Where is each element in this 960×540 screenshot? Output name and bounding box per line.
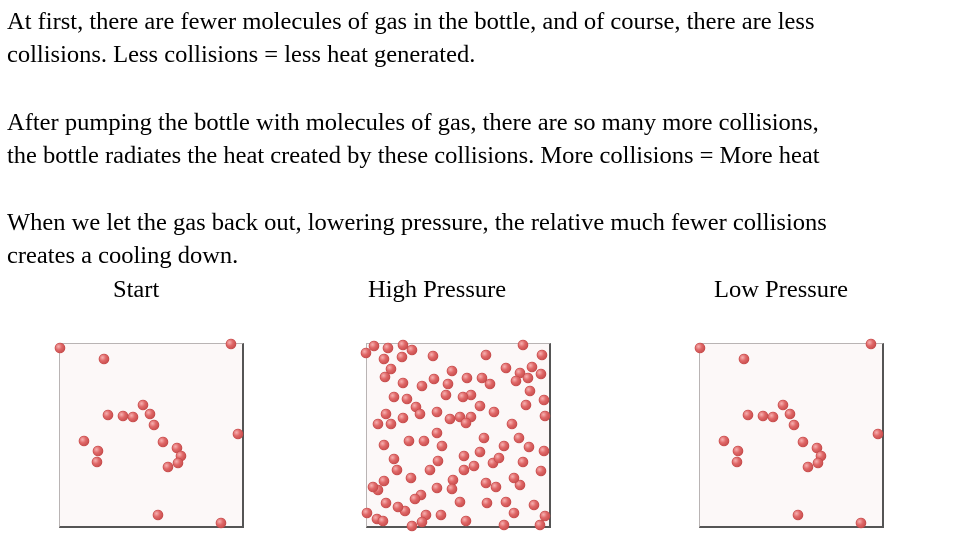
gas-molecule <box>436 510 446 520</box>
gas-molecule <box>873 429 883 439</box>
gas-molecule <box>481 350 491 360</box>
gas-molecule <box>695 343 705 353</box>
gas-molecule <box>163 462 173 472</box>
gas-molecule <box>459 465 469 475</box>
gas-molecule <box>397 352 407 362</box>
gas-molecule <box>525 386 535 396</box>
gas-molecule <box>389 454 399 464</box>
gas-molecule <box>415 409 425 419</box>
gas-molecule <box>103 410 113 420</box>
gas-molecule <box>369 341 379 351</box>
gas-molecule <box>509 508 519 518</box>
gas-molecule <box>511 376 521 386</box>
gas-molecule <box>173 458 183 468</box>
gas-molecule <box>485 379 495 389</box>
gas-molecule <box>461 418 471 428</box>
gas-molecule <box>501 363 511 373</box>
gas-molecule <box>733 446 743 456</box>
gas-molecule <box>128 412 138 422</box>
gas-molecule <box>459 451 469 461</box>
gas-molecule <box>494 453 504 463</box>
gas-molecule <box>793 510 803 520</box>
gas-molecule <box>393 502 403 512</box>
gas-molecule <box>378 516 388 526</box>
gas-molecule <box>798 437 808 447</box>
gas-molecule <box>433 456 443 466</box>
gas-molecule <box>475 401 485 411</box>
gas-molecule <box>145 409 155 419</box>
gas-molecule <box>540 411 550 421</box>
gas-molecule <box>866 339 876 349</box>
gas-molecule <box>447 484 457 494</box>
gas-molecule <box>539 446 549 456</box>
gas-molecule <box>499 520 509 530</box>
gas-molecule <box>386 419 396 429</box>
gas-molecule <box>373 419 383 429</box>
gas-molecule <box>216 518 226 528</box>
gas-molecule <box>719 436 729 446</box>
gas-molecule <box>404 436 414 446</box>
gas-molecule <box>398 340 408 350</box>
paragraph-line: the bottle radiates the heat created by these collisions. More collisions = More heat <box>7 142 820 169</box>
gas-molecule <box>501 497 511 507</box>
gas-molecule <box>362 508 372 518</box>
gas-molecule <box>785 409 795 419</box>
gas-molecule <box>428 351 438 361</box>
gas-molecule <box>79 436 89 446</box>
gas-molecule <box>233 429 243 439</box>
gas-molecule <box>417 381 427 391</box>
gas-molecule <box>149 420 159 430</box>
paragraph-line: creates a cooling down. <box>7 242 239 269</box>
gas-molecule <box>489 407 499 417</box>
gas-molecule <box>419 436 429 446</box>
gas-molecule <box>368 482 378 492</box>
low-pressure-molecules <box>695 339 883 528</box>
label-high-pressure: High Pressure <box>368 276 507 303</box>
gas-molecule <box>361 348 371 358</box>
gas-molecule <box>432 428 442 438</box>
gas-molecule <box>441 390 451 400</box>
gas-molecule <box>539 395 549 405</box>
gas-molecule <box>443 379 453 389</box>
gas-molecule <box>226 339 236 349</box>
gas-molecule <box>407 521 417 531</box>
gas-molecule <box>462 373 472 383</box>
gas-molecule <box>445 414 455 424</box>
gas-molecule <box>386 364 396 374</box>
gas-molecule <box>381 409 391 419</box>
gas-molecule <box>158 437 168 447</box>
label-low-pressure: Low Pressure <box>714 276 849 303</box>
gas-molecule <box>803 462 813 472</box>
paragraph-line: When we let the gas back out, lowering pressure, the relative much fewer collisions <box>7 209 827 236</box>
gas-molecule <box>417 517 427 527</box>
gas-molecule <box>92 457 102 467</box>
gas-molecule <box>536 466 546 476</box>
gas-molecule <box>138 400 148 410</box>
gas-molecule <box>518 340 528 350</box>
gas-molecule <box>432 407 442 417</box>
paragraph-line: After pumping the bottle with molecules of gas, there are so many more collisions, <box>7 109 819 136</box>
gas-molecule <box>778 400 788 410</box>
gas-molecule <box>379 354 389 364</box>
gas-molecule <box>93 446 103 456</box>
gas-molecule <box>732 457 742 467</box>
gas-molecule <box>524 442 534 452</box>
gas-molecule <box>461 516 471 526</box>
gas-molecule <box>856 518 866 528</box>
gas-molecule <box>743 410 753 420</box>
paragraph-line: collisions. Less collisions = less heat generated. <box>7 41 476 68</box>
gas-molecule <box>379 440 389 450</box>
gas-molecule <box>475 447 485 457</box>
gas-molecule <box>425 465 435 475</box>
gas-molecule <box>507 419 517 429</box>
gas-molecule <box>383 343 393 353</box>
gas-molecule <box>535 520 545 530</box>
gas-molecule <box>518 457 528 467</box>
gas-molecule <box>536 369 546 379</box>
gas-molecule <box>437 441 447 451</box>
gas-molecule <box>448 475 458 485</box>
gas-molecule <box>410 494 420 504</box>
gas-molecule <box>458 392 468 402</box>
gas-molecule <box>432 483 442 493</box>
gas-molecule <box>407 345 417 355</box>
gas-molecule <box>153 510 163 520</box>
high-pressure-molecules <box>361 340 550 531</box>
gas-molecule <box>527 362 537 372</box>
gas-molecule <box>758 411 768 421</box>
gas-molecule <box>379 476 389 486</box>
gas-molecule <box>392 465 402 475</box>
gas-molecule <box>381 498 391 508</box>
gas-molecule <box>514 433 524 443</box>
gas-molecule <box>406 473 416 483</box>
label-start: Start <box>113 276 160 303</box>
gas-molecule <box>398 413 408 423</box>
gas-molecule <box>768 412 778 422</box>
gas-molecule <box>491 482 501 492</box>
gas-molecule <box>482 498 492 508</box>
gas-molecule <box>398 378 408 388</box>
gas-molecule <box>499 441 509 451</box>
paragraph-line: At first, there are fewer molecules of gas in the bottle, and of course, there are less <box>7 8 815 35</box>
gas-molecule <box>455 497 465 507</box>
gas-molecule <box>813 458 823 468</box>
gas-molecule <box>479 433 489 443</box>
gas-molecule <box>540 511 550 521</box>
gas-molecule <box>529 500 539 510</box>
start-molecules <box>55 339 243 528</box>
gas-molecule <box>481 478 491 488</box>
gas-molecule <box>789 420 799 430</box>
gas-molecule <box>523 373 533 383</box>
gas-molecule <box>447 366 457 376</box>
gas-molecule <box>55 343 65 353</box>
gas-molecule <box>521 400 531 410</box>
gas-molecule <box>118 411 128 421</box>
gas-molecule <box>402 394 412 404</box>
gas-molecule <box>389 392 399 402</box>
gas-molecule <box>429 374 439 384</box>
gas-molecule <box>509 473 519 483</box>
gas-molecule <box>469 461 479 471</box>
gas-molecule <box>739 354 749 364</box>
gas-molecule <box>537 350 547 360</box>
gas-molecule <box>99 354 109 364</box>
